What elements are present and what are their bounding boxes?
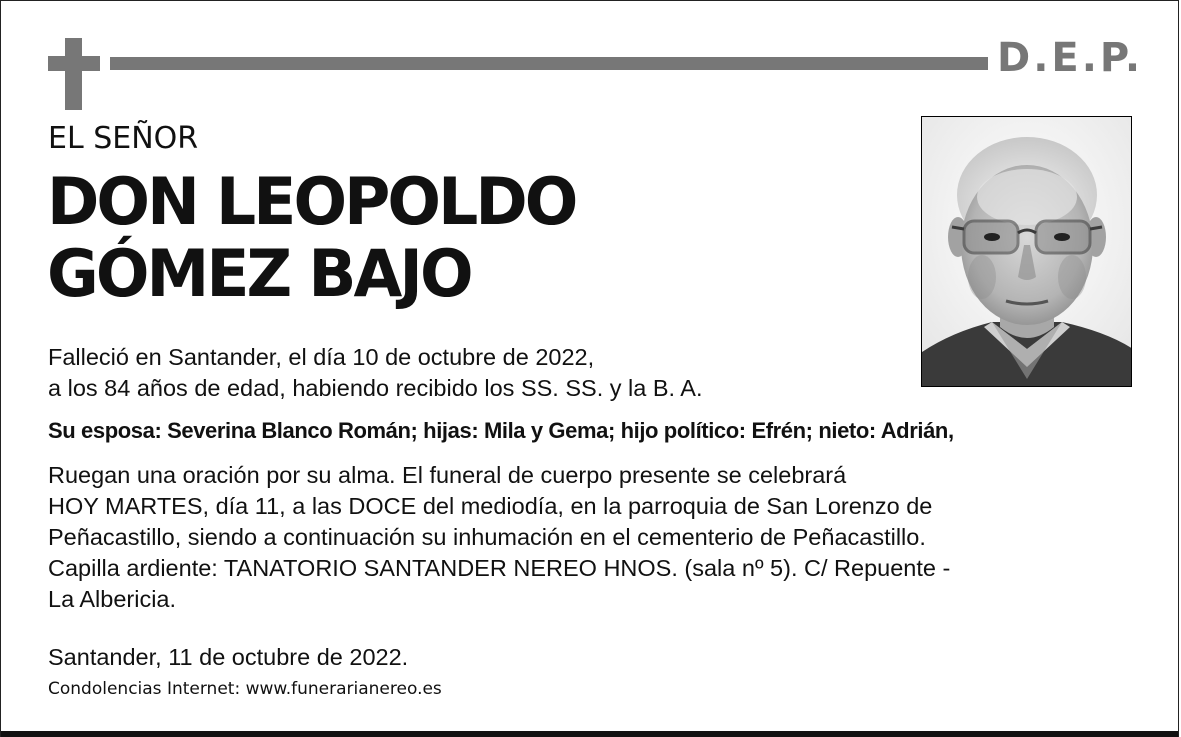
funeral-line-4: Capilla ardiente: TANATORIO SANTANDER NEREO HNOS. (sala nº 5). C/ Repuente - — [48, 555, 951, 581]
funeral-info — [48, 460, 950, 615]
funeral-line-3: Peñacastillo, siendo a continuación su inhumación en el cementerio de Peñacastillo. — [48, 524, 926, 550]
dep-label: D.E.P. — [997, 35, 1144, 81]
death-info — [48, 342, 703, 404]
name-line-1: DON LEOPOLDO — [47, 165, 576, 240]
deceased-name — [47, 167, 575, 311]
cross-icon — [48, 38, 100, 110]
name-line-2: GÓMEZ BAJO — [47, 237, 471, 312]
family-members: Su esposa: Severina Blanco Román; hijas: Mila y Gema; hijo político: Efrén; nieto: Adrián, — [48, 418, 954, 443]
honorific: EL SEÑOR — [48, 121, 199, 156]
death-info-line-1: Falleció en Santander, el día 10 de octubre de 2022, — [48, 344, 595, 370]
funeral-line-1: Ruegan una oración por su alma. El funeral de cuerpo presente se celebrará — [48, 462, 847, 488]
header-rule — [110, 57, 988, 70]
bottom-rule — [1, 731, 1178, 737]
condolences-website: Condolencias Internet: www.funerarianereo.es — [48, 679, 442, 699]
place-date: Santander, 11 de octubre de 2022. — [48, 644, 409, 670]
death-info-line-2: a los 84 años de edad, habiendo recibido los SS. SS. y la B. A. — [48, 375, 703, 401]
funeral-line-5: La Albericia. — [48, 586, 177, 612]
funeral-line-2: HOY MARTES, día 11, a las DOCE del mediodía, en la parroquia de San Lorenzo de — [48, 493, 933, 519]
portrait-photo — [921, 116, 1132, 387]
